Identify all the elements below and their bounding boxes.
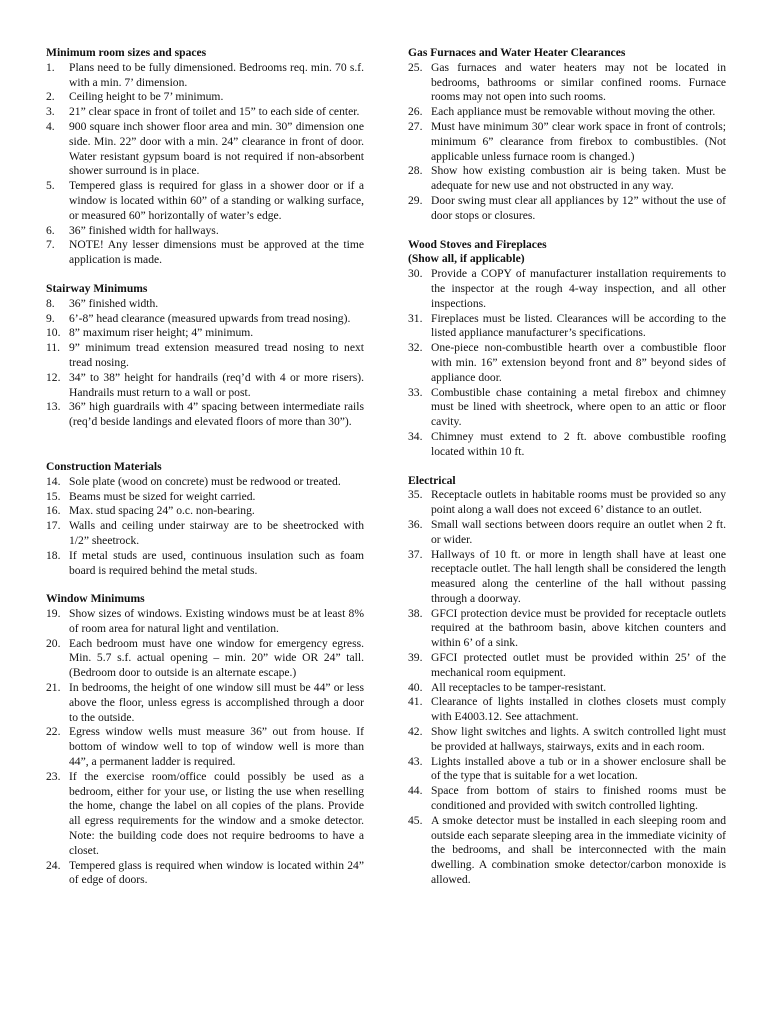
item-number: 8. bbox=[46, 296, 55, 310]
section-title: Gas Furnaces and Water Heater Clearances bbox=[408, 46, 626, 59]
item-number: 1. bbox=[46, 60, 55, 74]
section-stairway bbox=[46, 282, 364, 430]
section-title: Minimum room sizes and spaces bbox=[46, 46, 207, 59]
item-text: Sole plate (wood on concrete) must be redwood or treated. bbox=[69, 474, 341, 488]
item-number: 21. bbox=[46, 681, 61, 695]
list-item bbox=[46, 105, 364, 120]
section-title: Electrical bbox=[408, 473, 456, 487]
section-construction bbox=[46, 460, 364, 578]
item-text: Max. stud spacing 24” o.c. non-bearing. bbox=[69, 504, 255, 518]
list-item bbox=[408, 755, 726, 785]
list-item bbox=[46, 326, 364, 341]
item-number: 3. bbox=[46, 105, 55, 119]
item-text: Hallways of 10 ft. or more in length shall have at least one receptacle outlet. The hall length shall be considered the length measured along the centerline of the hall without passing through a doorway. bbox=[431, 547, 726, 605]
item-text: Must have minimum 30” clear work space in front of controls; minimum 6” clearance from firebox to combustibles. (Not applicable unless furnace room is changed.) bbox=[431, 119, 726, 163]
list-item bbox=[46, 549, 364, 579]
item-number: 13. bbox=[46, 400, 61, 414]
list-item bbox=[408, 651, 726, 681]
list-item bbox=[408, 548, 726, 607]
item-number: 33. bbox=[408, 385, 423, 399]
item-number: 42. bbox=[408, 725, 423, 739]
list-item bbox=[408, 341, 726, 385]
item-list bbox=[408, 488, 726, 888]
item-text: 36” high guardrails with 4” spacing between intermediate rails (req’d beside landings and elevated floors of more than 30”). bbox=[69, 400, 364, 429]
item-text: Each appliance must be removable without moving the other. bbox=[431, 105, 716, 119]
item-list bbox=[46, 607, 364, 888]
item-number: 38. bbox=[408, 606, 423, 620]
item-number: 28. bbox=[408, 164, 423, 178]
list-item bbox=[46, 637, 364, 681]
item-text: A smoke detector must be installed in each sleeping room and outside each separate sleeping area in the immediate vicinity of the bedrooms, and shall be interconnected with the main dwelling. A combination smoke detector/carbon monoxide is allowed. bbox=[431, 813, 726, 887]
section-wood-stoves bbox=[408, 238, 726, 460]
item-text: If metal studs are used, continuous insulation such as foam board is required behind the metal studs. bbox=[69, 548, 364, 577]
section-title: Construction Materials bbox=[46, 459, 162, 473]
list-item bbox=[46, 371, 364, 401]
list-item bbox=[46, 490, 364, 505]
item-text: Fireplaces must be listed. Clearances will be according to the listed appliance manufacturer’s specifications. bbox=[431, 311, 726, 340]
item-text: In bedrooms, the height of one window sill must be 44” or less above the floor, unless egress is accomplished through a door to the outside. bbox=[69, 681, 364, 724]
item-text: GFCI protected outlet must be provided within 25’ of the mechanical room equipment. bbox=[431, 651, 726, 679]
list-item bbox=[408, 488, 726, 518]
list-item bbox=[408, 430, 726, 460]
item-number: 20. bbox=[46, 636, 61, 650]
list-item bbox=[46, 238, 364, 268]
list-item bbox=[46, 504, 364, 519]
item-list bbox=[408, 267, 726, 459]
item-number: 16. bbox=[46, 504, 61, 518]
item-text: Tempered glass is required for glass in a shower door or if a window is located within 60” of a standing or walking surface, or measured 60” horizontally of water’s edge. bbox=[69, 179, 364, 222]
item-number: 6. bbox=[46, 223, 55, 237]
item-number: 44. bbox=[408, 784, 423, 798]
item-text: NOTE! Any lesser dimensions must be approved at the time application is made. bbox=[69, 238, 364, 267]
item-number: 40. bbox=[408, 680, 423, 694]
item-number: 25. bbox=[408, 60, 423, 74]
item-list bbox=[46, 297, 364, 430]
item-text: Egress window wells must measure 36” out from house. If bottom of window well to top of window well is more than 44”, a permanent ladder is required. bbox=[69, 725, 364, 769]
list-item bbox=[408, 386, 726, 430]
item-number: 19. bbox=[46, 607, 61, 621]
item-text: Ceiling height to be 7’ minimum. bbox=[69, 90, 224, 104]
item-number: 17. bbox=[46, 519, 61, 533]
list-item bbox=[408, 312, 726, 342]
item-number: 29. bbox=[408, 193, 423, 207]
section-window bbox=[46, 592, 364, 888]
list-item bbox=[46, 400, 364, 430]
item-number: 30. bbox=[408, 267, 423, 281]
item-text: Walls and ceiling under stairway are to be sheetrocked with 1/2” sheetrock. bbox=[69, 519, 364, 547]
list-item bbox=[408, 784, 726, 814]
item-text: Gas furnaces and water heaters may not be located in bedrooms, bathrooms or similar confined rooms. Furnace rooms may not open into such rooms. bbox=[431, 60, 726, 104]
list-item bbox=[46, 179, 364, 223]
item-number: 18. bbox=[46, 548, 61, 562]
item-number: 22. bbox=[46, 725, 61, 739]
item-number: 4. bbox=[46, 119, 55, 133]
item-text: Space from bottom of stairs to finished rooms must be conditioned and provided with switch controlled lighting. bbox=[431, 784, 726, 813]
item-number: 45. bbox=[408, 813, 423, 827]
item-number: 35. bbox=[408, 488, 423, 502]
item-text: Tempered glass is required when window is located within 24” of edge of doors. bbox=[69, 858, 364, 887]
list-item bbox=[46, 297, 364, 312]
item-number: 10. bbox=[46, 326, 61, 340]
section-gas-furnaces bbox=[408, 46, 726, 224]
list-item bbox=[46, 519, 364, 549]
item-number: 31. bbox=[408, 311, 423, 325]
item-number: 34. bbox=[408, 429, 423, 443]
list-item bbox=[46, 725, 364, 769]
item-number: 14. bbox=[46, 474, 61, 488]
item-number: 12. bbox=[46, 370, 61, 384]
item-number: 39. bbox=[408, 651, 423, 665]
list-item bbox=[408, 695, 726, 725]
item-number: 2. bbox=[46, 90, 55, 104]
list-item bbox=[408, 725, 726, 755]
list-item bbox=[46, 90, 364, 105]
item-number: 23. bbox=[46, 769, 61, 783]
left-column bbox=[46, 46, 364, 888]
item-text: Chimney must extend to 2 ft. above combustible roofing located within 10 ft. bbox=[431, 429, 726, 458]
item-text: Receptacle outlets in habitable rooms must be provided so any point along a wall does not exceed 6’ distance to an outlet. bbox=[431, 488, 726, 517]
item-text: 21” clear space in front of toilet and 15” to each side of center. bbox=[69, 105, 360, 119]
item-number: 26. bbox=[408, 105, 423, 119]
item-text: 900 square inch shower floor area and min. 30” dimension one side. Min. 22” door with a min. 24” clearance in front of door. Water resistant gypsum board is not required if non-absorbent shower surround is in place. bbox=[69, 119, 364, 178]
section-title: Wood Stoves and Fireplaces bbox=[408, 237, 547, 251]
item-number: 7. bbox=[46, 238, 55, 252]
list-item bbox=[46, 859, 364, 889]
item-list bbox=[46, 475, 364, 579]
list-item bbox=[46, 341, 364, 371]
list-item bbox=[46, 61, 364, 91]
list-item bbox=[46, 120, 364, 179]
item-text: Provide a COPY of manufacturer installation requirements to the inspector at the rough 4-way inspection, and all other inspections. bbox=[431, 267, 726, 310]
item-number: 32. bbox=[408, 341, 423, 355]
section-subtitle: (Show all, if applicable) bbox=[408, 252, 525, 266]
item-number: 36. bbox=[408, 517, 423, 531]
section-title: Stairway Minimums bbox=[46, 281, 148, 295]
item-text: If the exercise room/office could possibly be used as a bedroom, either for your use, or listing the use when reselling the home, change the label on all copies of the plans. Provide all egress requirements for the window and a smoke detector. Note: the building code does not require bedrooms to have a closet. bbox=[69, 769, 364, 857]
item-text: Beams must be sized for weight carried. bbox=[69, 489, 256, 503]
item-number: 37. bbox=[408, 547, 423, 561]
list-item bbox=[46, 770, 364, 859]
item-text: 36” finished width for hallways. bbox=[69, 223, 219, 237]
item-text: Door swing must clear all appliances by 12” without the use of door stops or closures. bbox=[431, 193, 726, 222]
list-item bbox=[408, 681, 726, 696]
item-number: 24. bbox=[46, 858, 61, 872]
item-text: Small wall sections between doors require an outlet when 2 ft. or wider. bbox=[431, 517, 726, 546]
item-text: Lights installed above a tub or in a shower enclosure shall be of the type that is suitable for a wet location. bbox=[431, 754, 726, 783]
item-list bbox=[46, 61, 364, 268]
list-item bbox=[408, 607, 726, 651]
item-text: 9” minimum tread extension measured tread nosing to next tread nosing. bbox=[69, 341, 364, 369]
list-item bbox=[46, 312, 364, 327]
section-room-sizes bbox=[46, 46, 364, 268]
item-text: GFCI protection device must be provided for receptacle outlets required at the bathroom basin, above kitchen counters and within 6’ of a sink. bbox=[431, 606, 726, 650]
list-item bbox=[408, 814, 726, 888]
item-list bbox=[408, 61, 726, 224]
item-text: Show light switches and lights. A switch controlled light must be provided at hallways, stairways, exits and in each room. bbox=[431, 725, 726, 753]
item-number: 41. bbox=[408, 695, 423, 709]
item-text: 6’-8” head clearance (measured upwards from tread nosing). bbox=[69, 311, 351, 325]
item-number: 9. bbox=[46, 311, 55, 325]
item-text: Clearance of lights installed in clothes closets must comply with E4003.12. See attachment. bbox=[431, 695, 726, 724]
item-text: Combustible chase containing a metal firebox and chimney must be lined with sheetrock, where open to an attic or floor cavity. bbox=[431, 385, 726, 429]
list-item bbox=[46, 681, 364, 725]
section-title: Window Minimums bbox=[46, 592, 145, 606]
item-number: 27. bbox=[408, 119, 423, 133]
item-number: 11. bbox=[46, 341, 61, 355]
item-text: 34” to 38” height for handrails (req’d with 4 or more risers). Handrails must return to a wall or post. bbox=[69, 370, 364, 399]
list-item bbox=[408, 105, 726, 120]
list-item bbox=[408, 194, 726, 224]
item-number: 5. bbox=[46, 179, 55, 193]
list-item bbox=[408, 164, 726, 194]
item-text: Each bedroom must have one window for emergency egress. Min. 5.7 s.f. actual opening – min. 20” wide OR 24” tall. (Bedroom door to outside is an alternate escape.) bbox=[69, 636, 364, 680]
item-number: 43. bbox=[408, 754, 423, 768]
list-item bbox=[46, 607, 364, 637]
list-item bbox=[46, 224, 364, 239]
item-text: All receptacles to be tamper-resistant. bbox=[431, 680, 607, 694]
item-text: One-piece non-combustible hearth over a combustible floor with min. 16” extension beyond front and 8” beyond sides of appliance door. bbox=[431, 341, 726, 384]
item-text: Plans need to be fully dimensioned. Bedrooms req. min. 70 s.f. with a min. 7’ dimension. bbox=[69, 60, 364, 89]
list-item bbox=[408, 518, 726, 548]
list-item bbox=[408, 267, 726, 311]
list-item bbox=[408, 61, 726, 105]
section-electrical bbox=[408, 474, 726, 888]
item-text: Show how existing combustion air is being taken. Must be adequate for new use and not obstructed in any way. bbox=[431, 164, 726, 193]
item-text: 36” finished width. bbox=[69, 296, 159, 310]
item-text: 8” maximum riser height; 4” minimum. bbox=[69, 326, 254, 340]
item-text: Show sizes of windows. Existing windows must be at least 8% of room area for natural light and ventilation. bbox=[69, 607, 364, 635]
right-column bbox=[408, 46, 726, 888]
list-item bbox=[408, 120, 726, 164]
list-item bbox=[46, 475, 364, 490]
item-number: 15. bbox=[46, 489, 61, 503]
